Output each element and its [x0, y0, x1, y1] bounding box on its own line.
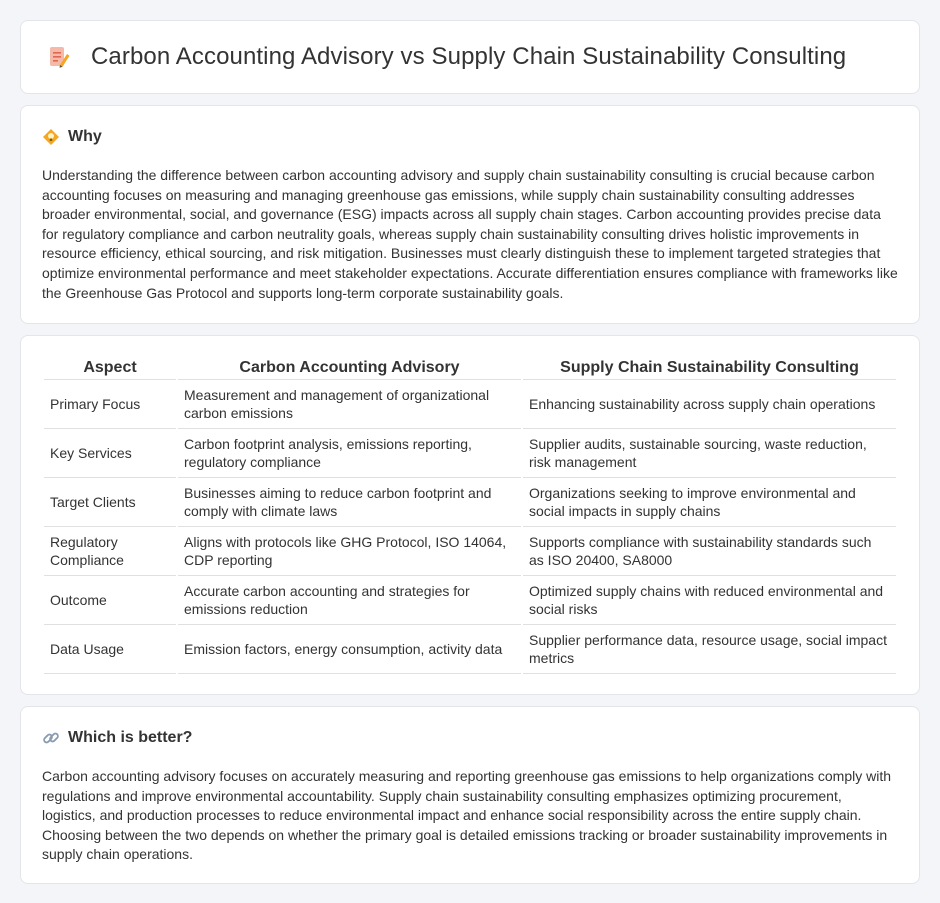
better-title: Which is better? — [68, 729, 193, 746]
row-carbon-value: Measurement and management of organizational carbon emissions — [178, 380, 521, 429]
row-carbon-value: Businesses aiming to reduce carbon footprint and comply with climate laws — [178, 478, 521, 527]
row-supply-value: Optimized supply chains with reduced environmental and social risks — [523, 576, 896, 625]
header-carbon-accounting: Carbon Accounting Advisory — [178, 356, 521, 380]
table-row — [44, 429, 896, 478]
table-row — [44, 576, 896, 625]
header-card — [20, 20, 920, 94]
lightbulb-diamond-icon — [42, 128, 60, 146]
link-icon — [42, 729, 60, 747]
why-text: Understanding the difference between carbon accounting advisory and supply chain sustainability consulting is crucial because carbon accounting focuses on measuring and managing greenhouse gas emissions, while supply chain sustainability consulting addresses broader environmental, social, and governance (ESG) impacts across all supply chain stages. Carbon accounting provides precise data for regulatory compliance and carbon neutrality goals, whereas supply chain sustainability consulting drives holistic improvements in resource efficiency, ethical sourcing, and risk mitigation. Businesses must clearly distinguish these to implement targeted strategies that optimize environmental performance and meet stakeholder expectations. Accurate differentiation ensures compliance with frameworks like the Greenhouse Gas Protocol and supports long-term corporate sustainability goals. — [42, 167, 898, 301]
row-aspect: Outcome — [44, 576, 176, 625]
row-aspect: Key Services — [44, 429, 176, 478]
why-heading — [42, 126, 898, 148]
table-row — [44, 527, 896, 576]
row-aspect: Target Clients — [44, 478, 176, 527]
row-aspect: Data Usage — [44, 625, 176, 674]
table-row — [44, 478, 896, 527]
comparison-table — [42, 356, 898, 674]
row-aspect: Regulatory Compliance — [44, 527, 176, 576]
row-carbon-value: Emission factors, energy consumption, activity data — [178, 625, 521, 674]
row-supply-value: Supplier audits, sustainable sourcing, waste reduction, risk management — [523, 429, 896, 478]
row-supply-value: Supplier performance data, resource usage, social impact metrics — [523, 625, 896, 674]
document-pencil-icon — [47, 45, 71, 69]
row-supply-value: Supports compliance with sustainability standards such as ISO 20400, SA8000 — [523, 527, 896, 576]
header-aspect: Aspect — [44, 356, 176, 380]
why-section — [20, 105, 920, 324]
table-row — [44, 380, 896, 429]
row-supply-value: Enhancing sustainability across supply chain operations — [523, 380, 896, 429]
row-carbon-value: Aligns with protocols like GHG Protocol, ISO 14064, CDP reporting — [178, 527, 521, 576]
which-is-better-section — [20, 706, 920, 884]
better-text: Carbon accounting advisory focuses on accurately measuring and reporting greenhouse gas emissions to help organizations comply with regulations and improve environmental accountability. Supply chain sustainability consulting emphasizes optimizing procurement, logistics, and production processes to reduce environmental impact and enhance social responsibility across the entire supply chain. Choosing between the two depends on whether the primary goal is detailed emissions tracking or broader sustainability improvements in supply chain operations. — [42, 768, 892, 863]
why-title: Why — [68, 128, 102, 145]
header-supply-chain: Supply Chain Sustainability Consulting — [523, 356, 896, 380]
comparison-card — [20, 335, 920, 695]
row-aspect: Primary Focus — [44, 380, 176, 429]
better-heading — [42, 727, 898, 749]
row-supply-value: Organizations seeking to improve environmental and social impacts in supply chains — [523, 478, 896, 527]
page-title: Carbon Accounting Advisory vs Supply Chain Sustainability Consulting — [91, 43, 847, 70]
row-carbon-value: Accurate carbon accounting and strategies for emissions reduction — [178, 576, 521, 625]
row-carbon-value: Carbon footprint analysis, emissions reporting, regulatory compliance — [178, 429, 521, 478]
table-header-row — [44, 356, 896, 380]
table-row — [44, 625, 896, 674]
